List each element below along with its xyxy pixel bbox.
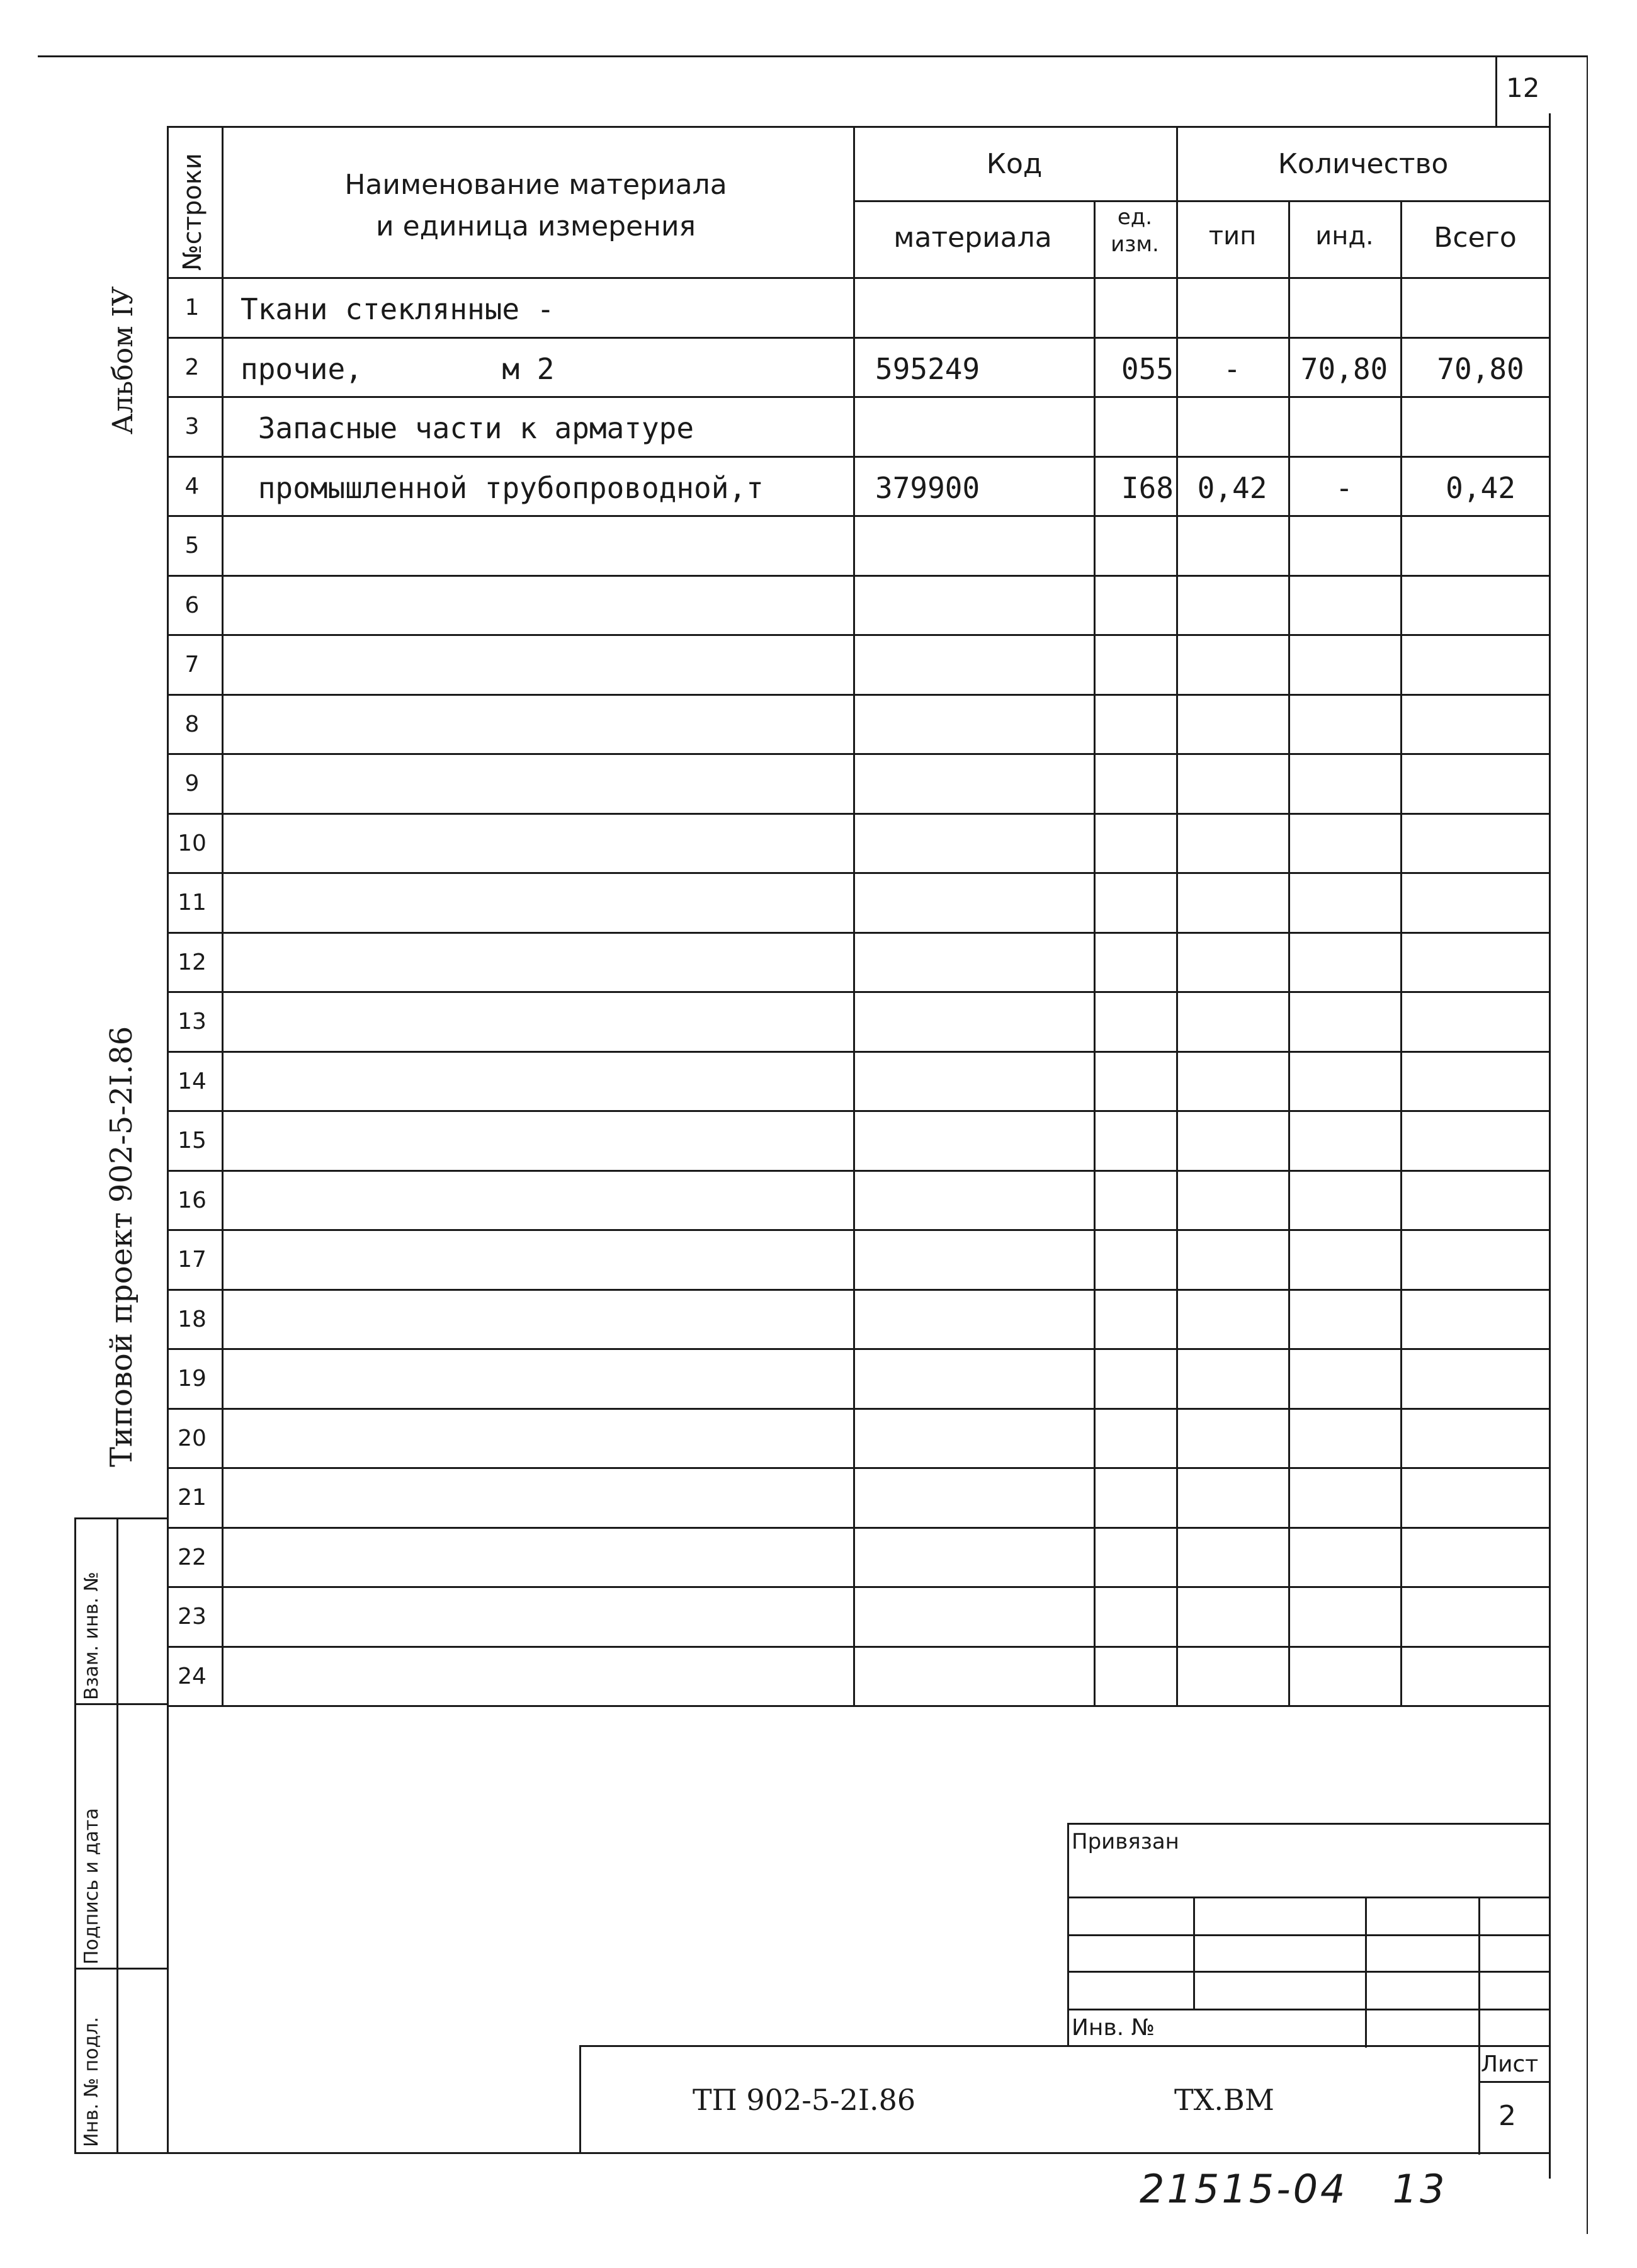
row-number: 3: [184, 414, 200, 439]
archive-number: 21515-04 13: [1140, 2166, 1447, 2212]
row-number: 23: [178, 1604, 207, 1630]
material-name-cell: промышленной трубопроводной,т: [241, 470, 764, 505]
row-number: 14: [178, 1068, 207, 1094]
code-header: Код: [986, 148, 1043, 180]
row-number: 20: [178, 1425, 207, 1451]
page-number: 12: [1506, 72, 1540, 103]
unit-header-line2: изм.: [1111, 232, 1159, 257]
row-number: 5: [184, 533, 200, 558]
unit-code-cell: I68: [1121, 470, 1174, 505]
total-header: Всего: [1434, 222, 1517, 254]
row-number: 21: [178, 1485, 207, 1511]
row-number: 19: [178, 1366, 207, 1392]
total-quantity-cell: 70,80: [1437, 351, 1524, 386]
row-number: 2: [184, 354, 200, 380]
row-number: 1: [184, 295, 200, 320]
row-number: 7: [184, 652, 200, 678]
document-mark: ТХ.ВМ: [1174, 2083, 1274, 2117]
podpis-data-label: Подпись и дата: [81, 1808, 103, 1965]
name-header-line2: и единица измерения: [375, 210, 696, 242]
type-header: тип: [1208, 222, 1257, 251]
row-number: 15: [178, 1128, 207, 1154]
material-name-cell: прочие, м 2: [241, 351, 555, 386]
type-quantity-cell: 0,42: [1197, 470, 1267, 505]
inv-podl-label: Инв. № подл.: [81, 2017, 103, 2147]
privyazan-label: Привязан: [1072, 1829, 1179, 1854]
material-header: материала: [893, 222, 1052, 254]
row-number: 11: [178, 890, 207, 916]
row-number: 13: [178, 1009, 207, 1035]
ind-quantity-cell: 70,80: [1300, 351, 1388, 386]
name-header-line1: Наименование материала: [344, 169, 727, 201]
row-number: 24: [178, 1663, 207, 1689]
material-name-cell: Ткани стеклянные -: [241, 292, 555, 326]
document-code: ТП 902-5-2I.86: [693, 2083, 916, 2117]
row-number: 10: [178, 830, 207, 856]
ind-quantity-cell: -: [1335, 470, 1353, 505]
total-quantity-cell: 0,42: [1446, 470, 1515, 505]
sheet-number: 2: [1498, 2100, 1516, 2132]
row-number-header: №строки: [178, 153, 207, 271]
ind-header: инд.: [1315, 222, 1374, 251]
row-number: 9: [184, 771, 200, 797]
type-quantity-cell: -: [1223, 351, 1241, 386]
material-name-cell: Запасные части к арматуре: [241, 411, 694, 445]
sheet-label: Лист: [1481, 2051, 1539, 2077]
material-code-cell: 595249: [875, 351, 980, 386]
project-label: Типовой проект 902-5-2I.86: [104, 1026, 139, 1467]
unit-header-line1: ед.: [1117, 205, 1153, 230]
row-number: 22: [178, 1544, 207, 1570]
inv-no-label: Инв. №: [1072, 2015, 1155, 2041]
row-number: 6: [184, 592, 200, 618]
row-number: 12: [178, 949, 207, 975]
material-code-cell: 379900: [875, 470, 980, 505]
vzam-inv-label: Взам. инв. №: [81, 1572, 103, 1700]
row-number: 8: [184, 711, 200, 737]
quantity-header: Количество: [1277, 148, 1449, 180]
row-number: 16: [178, 1187, 207, 1213]
album-label: Альбом IУ: [107, 286, 139, 434]
row-number: 17: [178, 1247, 207, 1273]
row-number: 18: [178, 1306, 207, 1332]
row-number: 4: [184, 473, 200, 499]
unit-code-cell: 055: [1121, 351, 1174, 386]
